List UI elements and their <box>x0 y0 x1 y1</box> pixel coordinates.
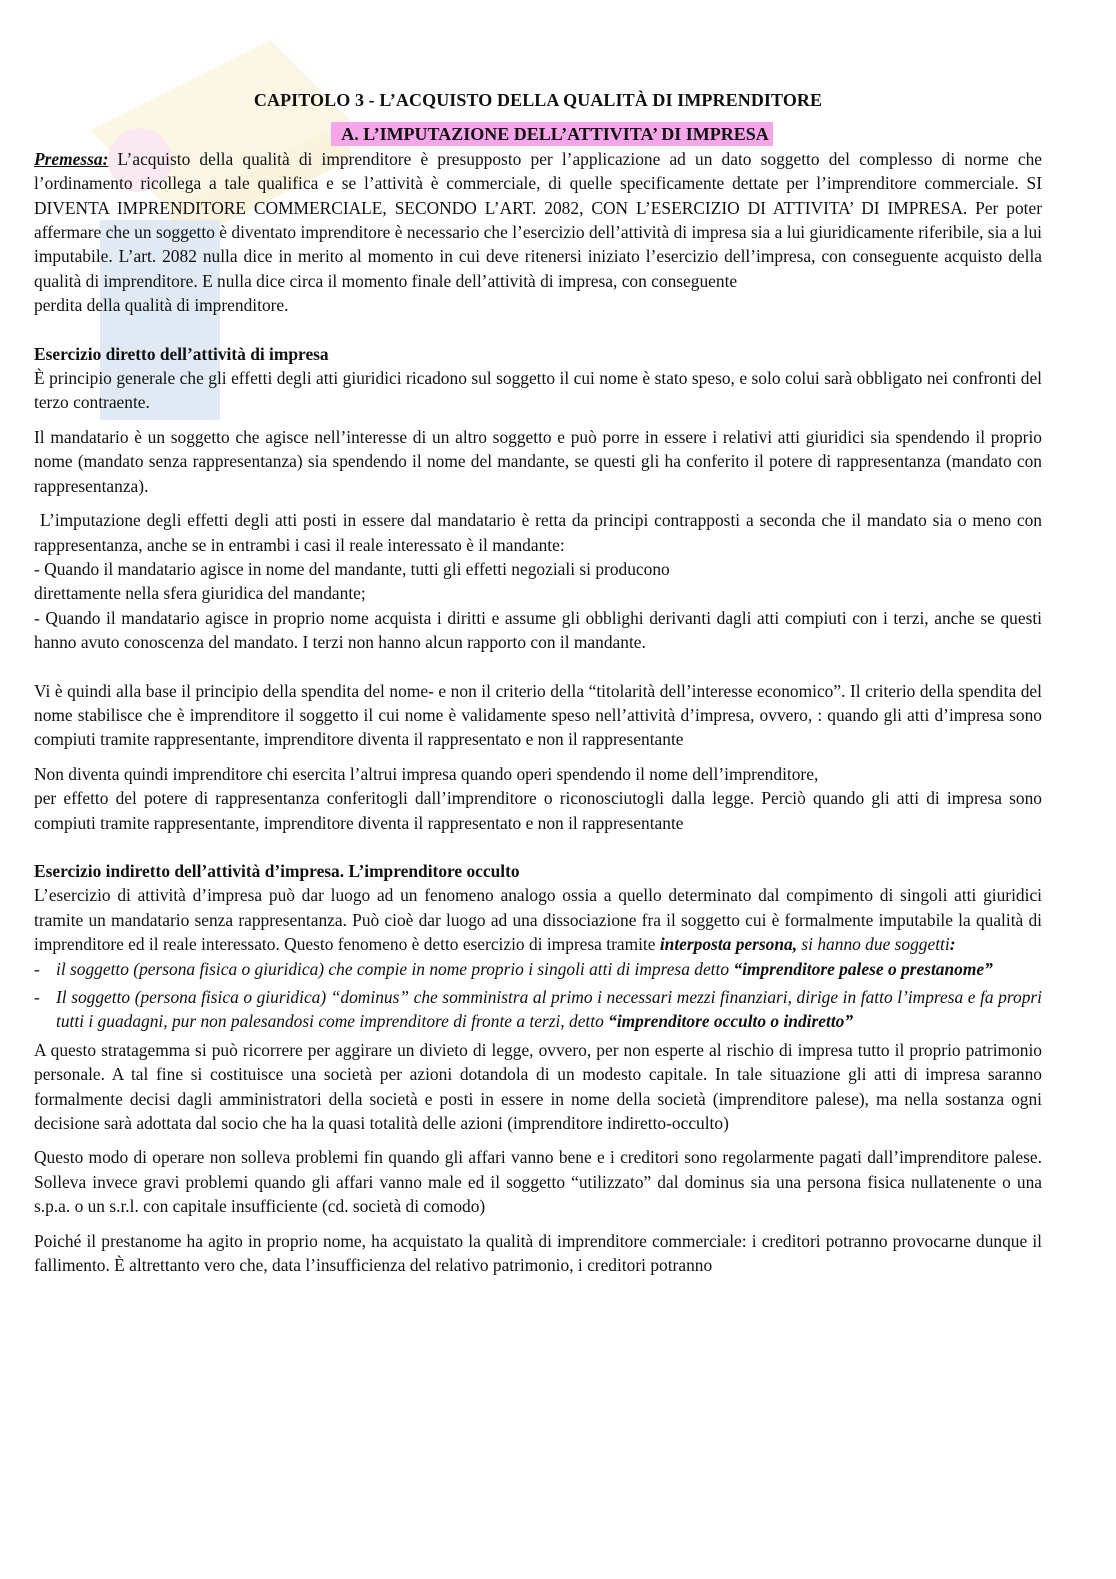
indiretto-p2: A questo stratagemma si può ricorrere per aggirare un divieto di legge, ovvero, per non esperte al rischio di impresa tutto il proprio patrimonio personale. A tal fine si costituisce una società per azioni dotandola di un modesto capitale. In tale situazione gli atti di impresa saranno formalmente decisi dagli amministratori della società e posti in essere in nome della società (imprenditore palese), ma nella sostanza ogni decisione sarà adottata dal socio che ha la quasi totalità delle azioni (imprenditore indiretto-occulto) <box>34 1039 1042 1134</box>
list-item <box>34 985 1042 1034</box>
diretto-p3-line3: - Quando il mandatario agisce in proprio nome acquista i diritti e assume gli obblighi derivanti dagli atti compiuti con i terzi, anche se questi hanno avuto conoscenza del mandato. I terzi non hanno alcun rapporto con il mandante. <box>34 607 1042 653</box>
list-item-bold: “imprenditore palese o prestanome” <box>733 958 993 979</box>
indiretto-p1 <box>34 883 1042 956</box>
indiretto-p3: Questo modo di operare non solleva problemi fin quando gli affari vanno bene e i creditori sono regolarmente pagati dall’imprenditore palese. Solleva invece gravi problemi quando gli affari vanno male ed il soggetto “utilizzato” dal dominus sia una persona fisica nullatenente o una s.p.a. o un s.r.l. con capitale insufficiente (cd. società di comodo) <box>34 1147 1042 1217</box>
diretto-p3-line1: - Quando il mandatario agisce in nome del mandante, tutti gli effetti negoziali si producono <box>34 558 670 579</box>
list-dash: - <box>34 958 40 979</box>
indiretto-p1-colon: : <box>949 934 956 955</box>
indiretto-p1-text: L’esercizio di attività d’impresa può dar luogo ad un fenomeno analogo ossia a quello determinato dal compimento di singoli atti giuridici tramite un mandatario senza rappresentanza. Può cioè dar luogo ad una dissociazione fra il soggetto cui è formalmente imputabile la qualità di imprenditore ed il reale interessato. Questo fenomeno è detto esercizio di impresa tramite <box>34 885 1042 955</box>
diretto-p5-line1: Non diventa quindi imprenditore chi esercita l’altrui impresa quando operi spendendo il nome dell’imprenditore, <box>34 763 819 784</box>
list-item-text: il soggetto (persona fisica o giuridica) che compie in nome proprio i singoli atti di impresa detto <box>56 958 734 979</box>
premessa-text: L’acquisto della qualità di imprenditore è presupposto per l’applicazione ad un dato soggetto del complesso di norme che l’ordinamento ricollega a tale qualifica e se l’attività è commerciale, di quelle specificamente dettate per l’imprenditore commerciale. SI DIVENTA IMPRENDITORE COMMERCIALE, SECONDO L’ART. 2082, CON L’ESERCIZIO DI ATTIVITA’ DI IMPRESA. Per poter affermare che un soggetto è diventato imprenditore è necessario che l’esercizio dell’attività di impresa sia a lui giuridicamente riferibile, sia a lui imputabile. L’art. 2082 nulla dice in merito al momento in cui deve ritenersi iniziato l’esercizio dell’impresa, con conseguente acquisto della qualità di imprenditore. E nulla dice circa il momento finale dell’attività di impresa, con conseguente <box>34 148 1042 291</box>
diretto-p4: Vi è quindi alla base il principio della spendita del nome- e non il criterio della “titolarità dell’interesse economico”. Il criterio della spendita del nome stabilisce che è imprenditore il soggetto il cui nome è validamente speso nell’attività d’impresa, ovvero, : quando gli atti d’impresa sono compiuti tramite rappresentante, imprenditore diventa il rappresentato e non il rappresentante <box>34 680 1042 750</box>
list-item-bold: “imprenditore occulto o indiretto” <box>608 1011 854 1032</box>
list-item-text: Il soggetto (persona fisica o giuridica) “dominus” che somministra al primo i necessari mezzi finanziari, dirige in fatto l’impresa e fa propri tutti i guadagni, pur non palesandosi come imprenditore di fronte a terzi, detto <box>56 987 1042 1032</box>
section-a-heading: A. L’IMPUTAZIONE DELL’ATTIVITA’ DI IMPRESA <box>331 122 773 146</box>
indiretto-p1-bold: interposta persona, <box>659 934 798 955</box>
premessa-paragraph <box>34 147 1042 293</box>
diretto-p3: L’imputazione degli effetti degli atti posti in essere dal mandatario è retta da principi contrapposti a seconda che il mandato sia o meno con rappresentanza, anche se in entrambi i casi il reale interessato è il mandante: <box>34 510 1042 555</box>
premessa-end: perdita della qualità di imprenditore. <box>34 295 289 316</box>
indiretto-heading: Esercizio indiretto dell’attività d’impresa. L’imprenditore occulto <box>34 860 520 881</box>
document-page <box>34 88 1042 1277</box>
diretto-p5-rest: per effetto del potere di rappresentanza conferitogli dall’imprenditore o riconosciutogli dalla legge. Perciò quando gli atti di impresa sono compiuti tramite rappresentante, imprenditore diventa il rappresentato e non il rappresentante <box>34 788 1042 833</box>
chapter-title: CAPITOLO 3 - L’ACQUISTO DELLA QUALITÀ DI IMPRENDITORE <box>253 90 823 110</box>
section-heading-wrap <box>34 122 1042 146</box>
indiretto-p4: Poiché il prestanome ha agito in proprio nome, ha acquistato la qualità di imprenditore commerciale: i creditori potranno provocarne dunque il fallimento. È altrettanto vero che, data l’insufficienza del relativo patrimonio, i creditori potranno <box>34 1230 1042 1276</box>
list-dash: - <box>34 987 40 1007</box>
indiretto-p1-italic: si hanno due soggetti <box>797 934 950 955</box>
soggetti-list <box>34 957 1042 1034</box>
diretto-p2: Il mandatario è un soggetto che agisce nell’interesse di un altro soggetto e può porre in essere i relativi atti giuridici sia spendendo il proprio nome (mandato senza rappresentanza) sia spendendo il nome del mandante, se questi gli ha conferito il potere di rappresentanza (mandato con rappresentanza). <box>34 426 1042 496</box>
diretto-p1: È principio generale che gli effetti degli atti giuridici ricadono sul soggetto il cui nome è stato speso, e solo colui sarà obbligato nei confronti del terzo contraente. <box>34 368 1042 413</box>
diretto-heading: Esercizio diretto dell’attività di impresa <box>34 343 329 364</box>
list-item <box>34 957 1042 981</box>
premessa-label: Premessa: <box>34 148 109 169</box>
diretto-p3-line2: direttamente nella sfera giuridica del mandante; <box>34 583 366 604</box>
